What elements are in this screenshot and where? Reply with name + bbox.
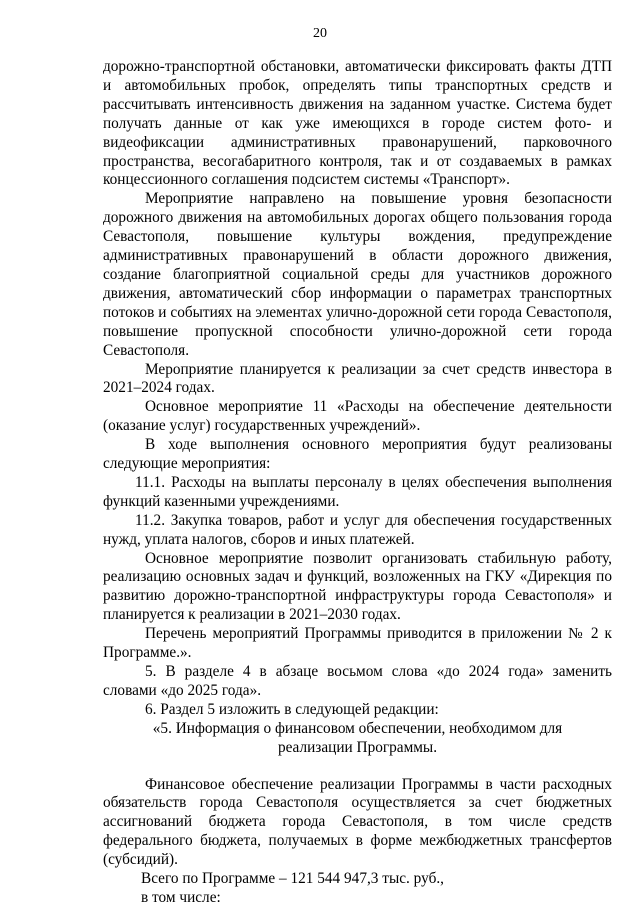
paragraph-financing: Финансовое обеспечение реализации Программы в части расходных обязательств города Севастополя осуществляется за счет бюджетных ассигнований бюджета города Севастополя, в том числе средств федерального бюджета, получаемых в форме межбюджетных трансфертов (субсидий). [103, 775, 612, 869]
paragraph-amendment-6: 6. Раздел 5 изложить в следующей редакции: [145, 700, 439, 718]
paragraph-including: в том числе: [141, 888, 221, 906]
paragraph-investor-funding: Мероприятие планируется к реализации за счет средств инвестора в 2021–2024 годах. [103, 360, 612, 397]
paragraph-item-11-1: 11.1. Расходы на выплаты персоналу в целях обеспечения выполнения функций казенными учреждениями. [103, 473, 612, 510]
paragraph-amendment-5: 5. В разделе 4 в абзаце восьмом слова «до 2024 года» заменить словами «до 2025 года». [103, 663, 612, 699]
paragraph-appendix-reference: Перечень мероприятий Программы приводится в приложении № 2 к Программе.». [103, 625, 612, 662]
paragraph-measure-purpose: Мероприятие направлено на повышение уровня безопасности дорожного движения на автомобильных дорогах общего пользования города Севастополя, повышение культуры вождения, предупреждение административных правонарушений в области дорожного движения, создание благоприятной социальной среды для участников дорожного движения, автоматический сбор информации о параметрах транспортных потоков и событиях на элементах улично-дорожной сети города Севастополя, повышение пропускной способности улично-дорожной сети города Севастополя. [103, 190, 612, 359]
document-body [103, 58, 612, 908]
paragraph-main-measure-11: Основное мероприятие 11 «Расходы на обеспечение деятельности (оказание услуг) государственных учреждений». [103, 398, 612, 435]
section-heading-line-2: реализации Программы. [277, 738, 438, 756]
page-number: 20 [313, 26, 327, 41]
paragraph-program-total: Всего по Программе – 121 544 947,3 тыс. руб., [141, 870, 445, 888]
section-heading-line-1: «5. Информация о финансовом обеспечении, необходимом для [152, 719, 563, 737]
paragraph-continuation: дорожно-транспортной обстановки, автоматически фиксировать факты ДТП и автомобильных пробок, определять типы транспортных средств и рассчитывать интенсивность движения на заданном участке. Система будет получать данные от как уже имеющихся в городе систем фото- и видеофиксации административных правонарушений, парковочного пространства, весогабаритного контроля, так и от создаваемых в рамках концессионного соглашения подсистем системы «Транспорт». [103, 58, 612, 189]
paragraph-measures-intro: В ходе выполнения основного мероприятия будут реализованы следующие мероприятия: [103, 436, 612, 473]
paragraph-main-measure-outcome: Основное мероприятие позволит организовать стабильную работу, реализацию основных задач и функций, возложенных на ГКУ «Дирекция по развитию дорожно-транспортной инфраструктуры города Севастополя» и планируется к реализации в 2021–2030 годах. [103, 549, 612, 624]
paragraph-item-11-2: 11.2. Закупка товаров, работ и услуг для обеспечения государственных нужд, уплата налогов, сборов и иных платежей. [103, 511, 612, 548]
